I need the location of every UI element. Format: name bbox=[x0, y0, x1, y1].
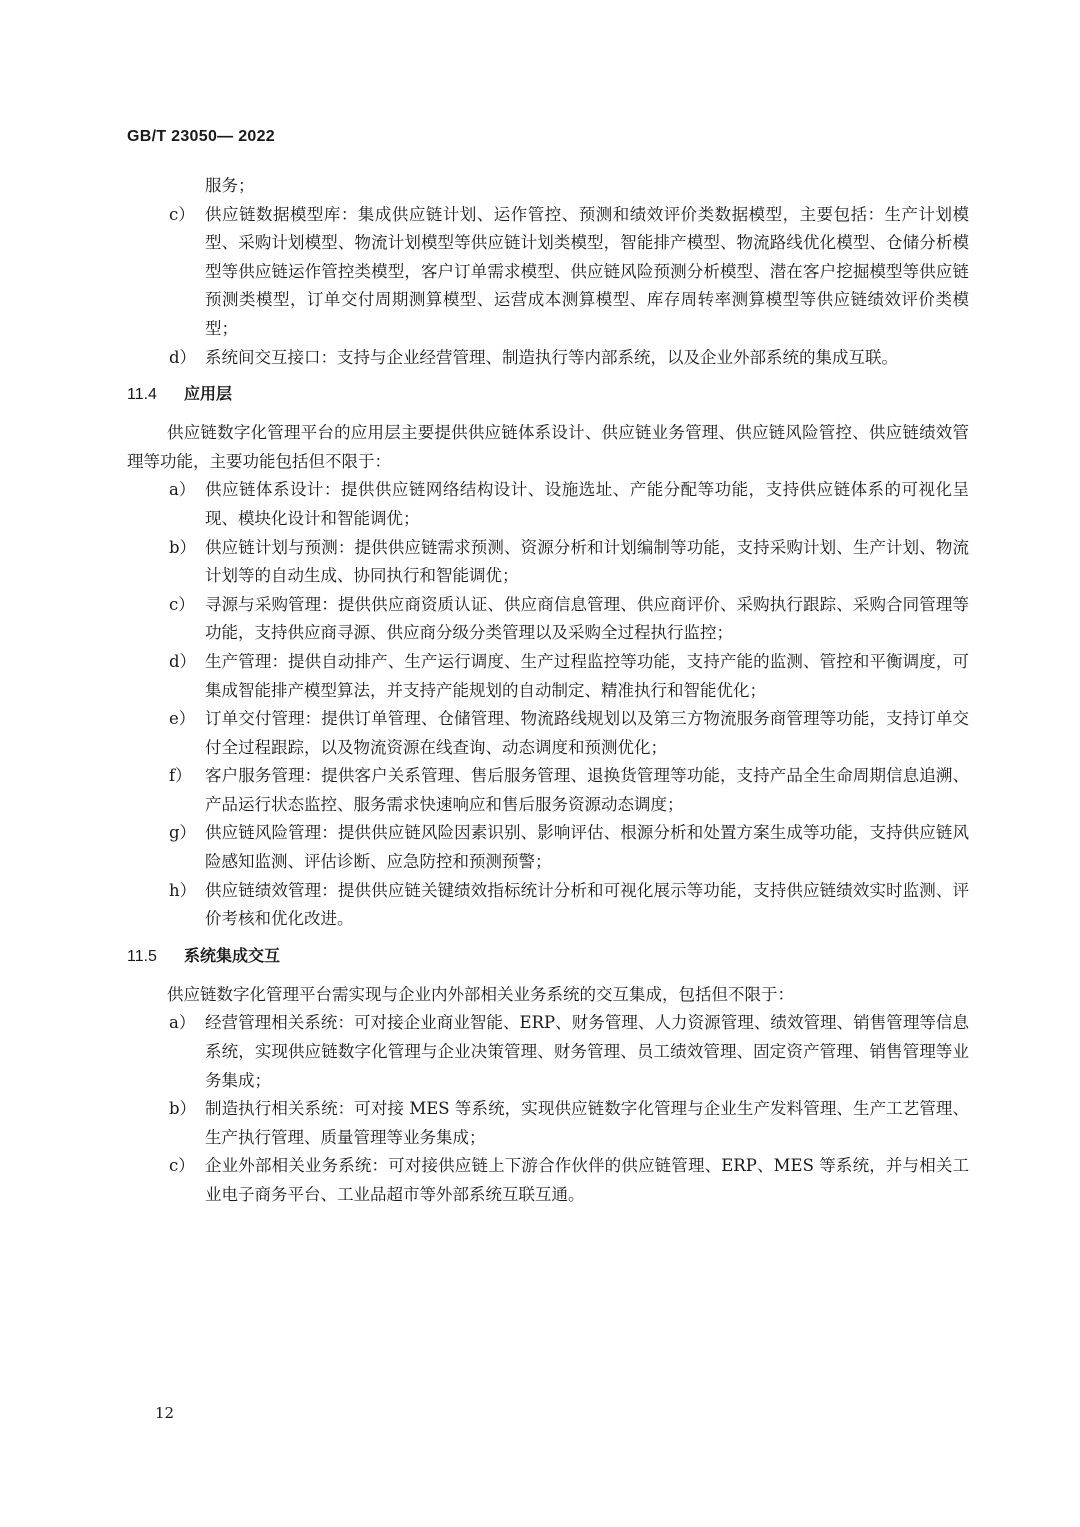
section-intro: 供应链数字化管理平台需实现与企业内外部相关业务系统的交互集成，包括但不限于： bbox=[167, 984, 794, 1004]
item-label: d） bbox=[169, 347, 197, 367]
item-text: 寻源与采购管理：提供供应商资质认证、供应商信息管理、供应商评价、采购执行跟踪、采购合同管理等功能，支持供应商寻源、供应商分级分类管理以及采购全过程执行监控； bbox=[205, 594, 969, 643]
item-label: f） bbox=[169, 766, 192, 786]
item-text: 系统间交互接口：支持与企业经营管理、制造执行等内部系统，以及企业外部系统的集成互联。 bbox=[205, 347, 898, 367]
item-text: 经营管理相关系统：可对接企业商业智能、ERP、财务管理、人力资源管理、绩效管理、销售管理等信息系统，实现供应链数字化管理与企业决策管理、财务管理、员工绩效管理、固定资产管理、销售管理等业务集成； bbox=[205, 1013, 969, 1090]
list-item bbox=[127, 1095, 969, 1152]
item-label: h） bbox=[169, 880, 197, 900]
item-label: a） bbox=[169, 1013, 196, 1033]
list-item bbox=[127, 819, 969, 876]
section-title: 系统集成交互 bbox=[184, 947, 281, 965]
item-label: a） bbox=[169, 480, 196, 500]
item-text: 客户服务管理：提供客户关系管理、售后服务管理、退换货管理等功能，支持产品全生命周期信息追溯、产品运行状态监控、服务需求快速响应和售后服务资源动态调度； bbox=[205, 766, 969, 814]
item-label: d） bbox=[169, 651, 197, 671]
page-number: 12 bbox=[155, 1404, 175, 1422]
section-heading-11-5 bbox=[127, 943, 969, 971]
item-label: b） bbox=[169, 1099, 197, 1119]
item-text: 制造执行相关系统：可对接 MES 等系统，实现供应链数字化管理与企业生产发料管理、生产工艺管理、生产执行管理、质量管理等业务集成； bbox=[205, 1099, 969, 1147]
list-item bbox=[127, 344, 969, 373]
list-item bbox=[127, 762, 969, 819]
item-label: e） bbox=[169, 709, 196, 729]
list-item bbox=[127, 648, 969, 705]
section-heading-11-4 bbox=[127, 381, 969, 409]
list-item bbox=[127, 1009, 969, 1095]
section-title: 应用层 bbox=[184, 386, 233, 404]
section-number: 11.4 bbox=[127, 386, 157, 404]
document-body bbox=[127, 172, 969, 1210]
section-intro: 供应链数字化管理平台的应用层主要提供供应链体系设计、供应链业务管理、供应链风险管控、供应链绩效管理等功能，主要功能包括但不限于： bbox=[127, 423, 969, 471]
item-text: 企业外部相关业务系统：可对接供应链上下游合作伙伴的供应链管理、ERP、MES 等系统，并与相关工业电子商务平台、工业品超市等外部系统互联互通。 bbox=[205, 1156, 969, 1204]
continuation-text: 服务； bbox=[205, 176, 255, 195]
item-text: 供应链绩效管理：提供供应链关键绩效指标统计分析和可视化展示等功能，支持供应链绩效实时监测、评价考核和优化改进。 bbox=[205, 880, 969, 929]
item-label: c） bbox=[169, 1156, 195, 1176]
item-text: 订单交付管理：提供订单管理、仓储管理、物流路线规划以及第三方物流服务商管理等功能，支持订单交付全过程跟踪，以及物流资源在线查询、动态调度和预测优化； bbox=[205, 709, 969, 757]
list-item bbox=[127, 476, 969, 533]
item-label: b） bbox=[169, 537, 197, 557]
item-text: 供应链计划与预测：提供供应链需求预测、资源分析和计划编制等功能，支持采购计划、生产计划、物流计划等的自动生成、协同执行和智能调优； bbox=[205, 537, 969, 586]
list-item bbox=[127, 705, 969, 762]
list-item bbox=[127, 1152, 969, 1209]
standard-code: GB/T 23050— 2022 bbox=[127, 128, 275, 145]
item-label: c） bbox=[169, 594, 195, 614]
item-text: 供应链体系设计：提供供应链网络结构设计、设施选址、产能分配等功能，支持供应链体系的可视化呈现、模块化设计和智能调优； bbox=[205, 480, 969, 528]
list-item bbox=[127, 534, 969, 591]
list-item bbox=[127, 877, 969, 934]
list-item bbox=[127, 591, 969, 648]
item-text: 供应链数据模型库：集成供应链计划、运作管控、预测和绩效评价类数据模型，主要包括：生产计划模型、采购计划模型、物流计划模型等供应链计划类模型，智能排产模型、物流路线优化模型、仓储分析模型等供应链运作管控类模型，客户订单需求模型、供应链风险预测分析模型、潜在客户挖掘模型等供应链预测类模型，订单交付周期测算模型、运营成本测算模型、库存周转率测算模型等供应链绩效评价类模型； bbox=[205, 204, 969, 338]
list-item bbox=[127, 201, 969, 344]
item-text: 供应链风险管理：提供供应链风险因素识别、影响评估、根源分析和处置方案生成等功能，支持供应链风险感知监测、评估诊断、应急防控和预测预警； bbox=[205, 823, 969, 872]
section-number: 11.5 bbox=[127, 947, 157, 965]
item-label: g） bbox=[169, 823, 197, 843]
item-text: 生产管理：提供自动排产、生产运行调度、生产过程监控等功能，支持产能的监测、管控和平衡调度，可集成智能排产模型算法，并支持产能规划的自动制定、精准执行和智能优化； bbox=[205, 651, 969, 700]
item-label: c） bbox=[169, 204, 195, 224]
